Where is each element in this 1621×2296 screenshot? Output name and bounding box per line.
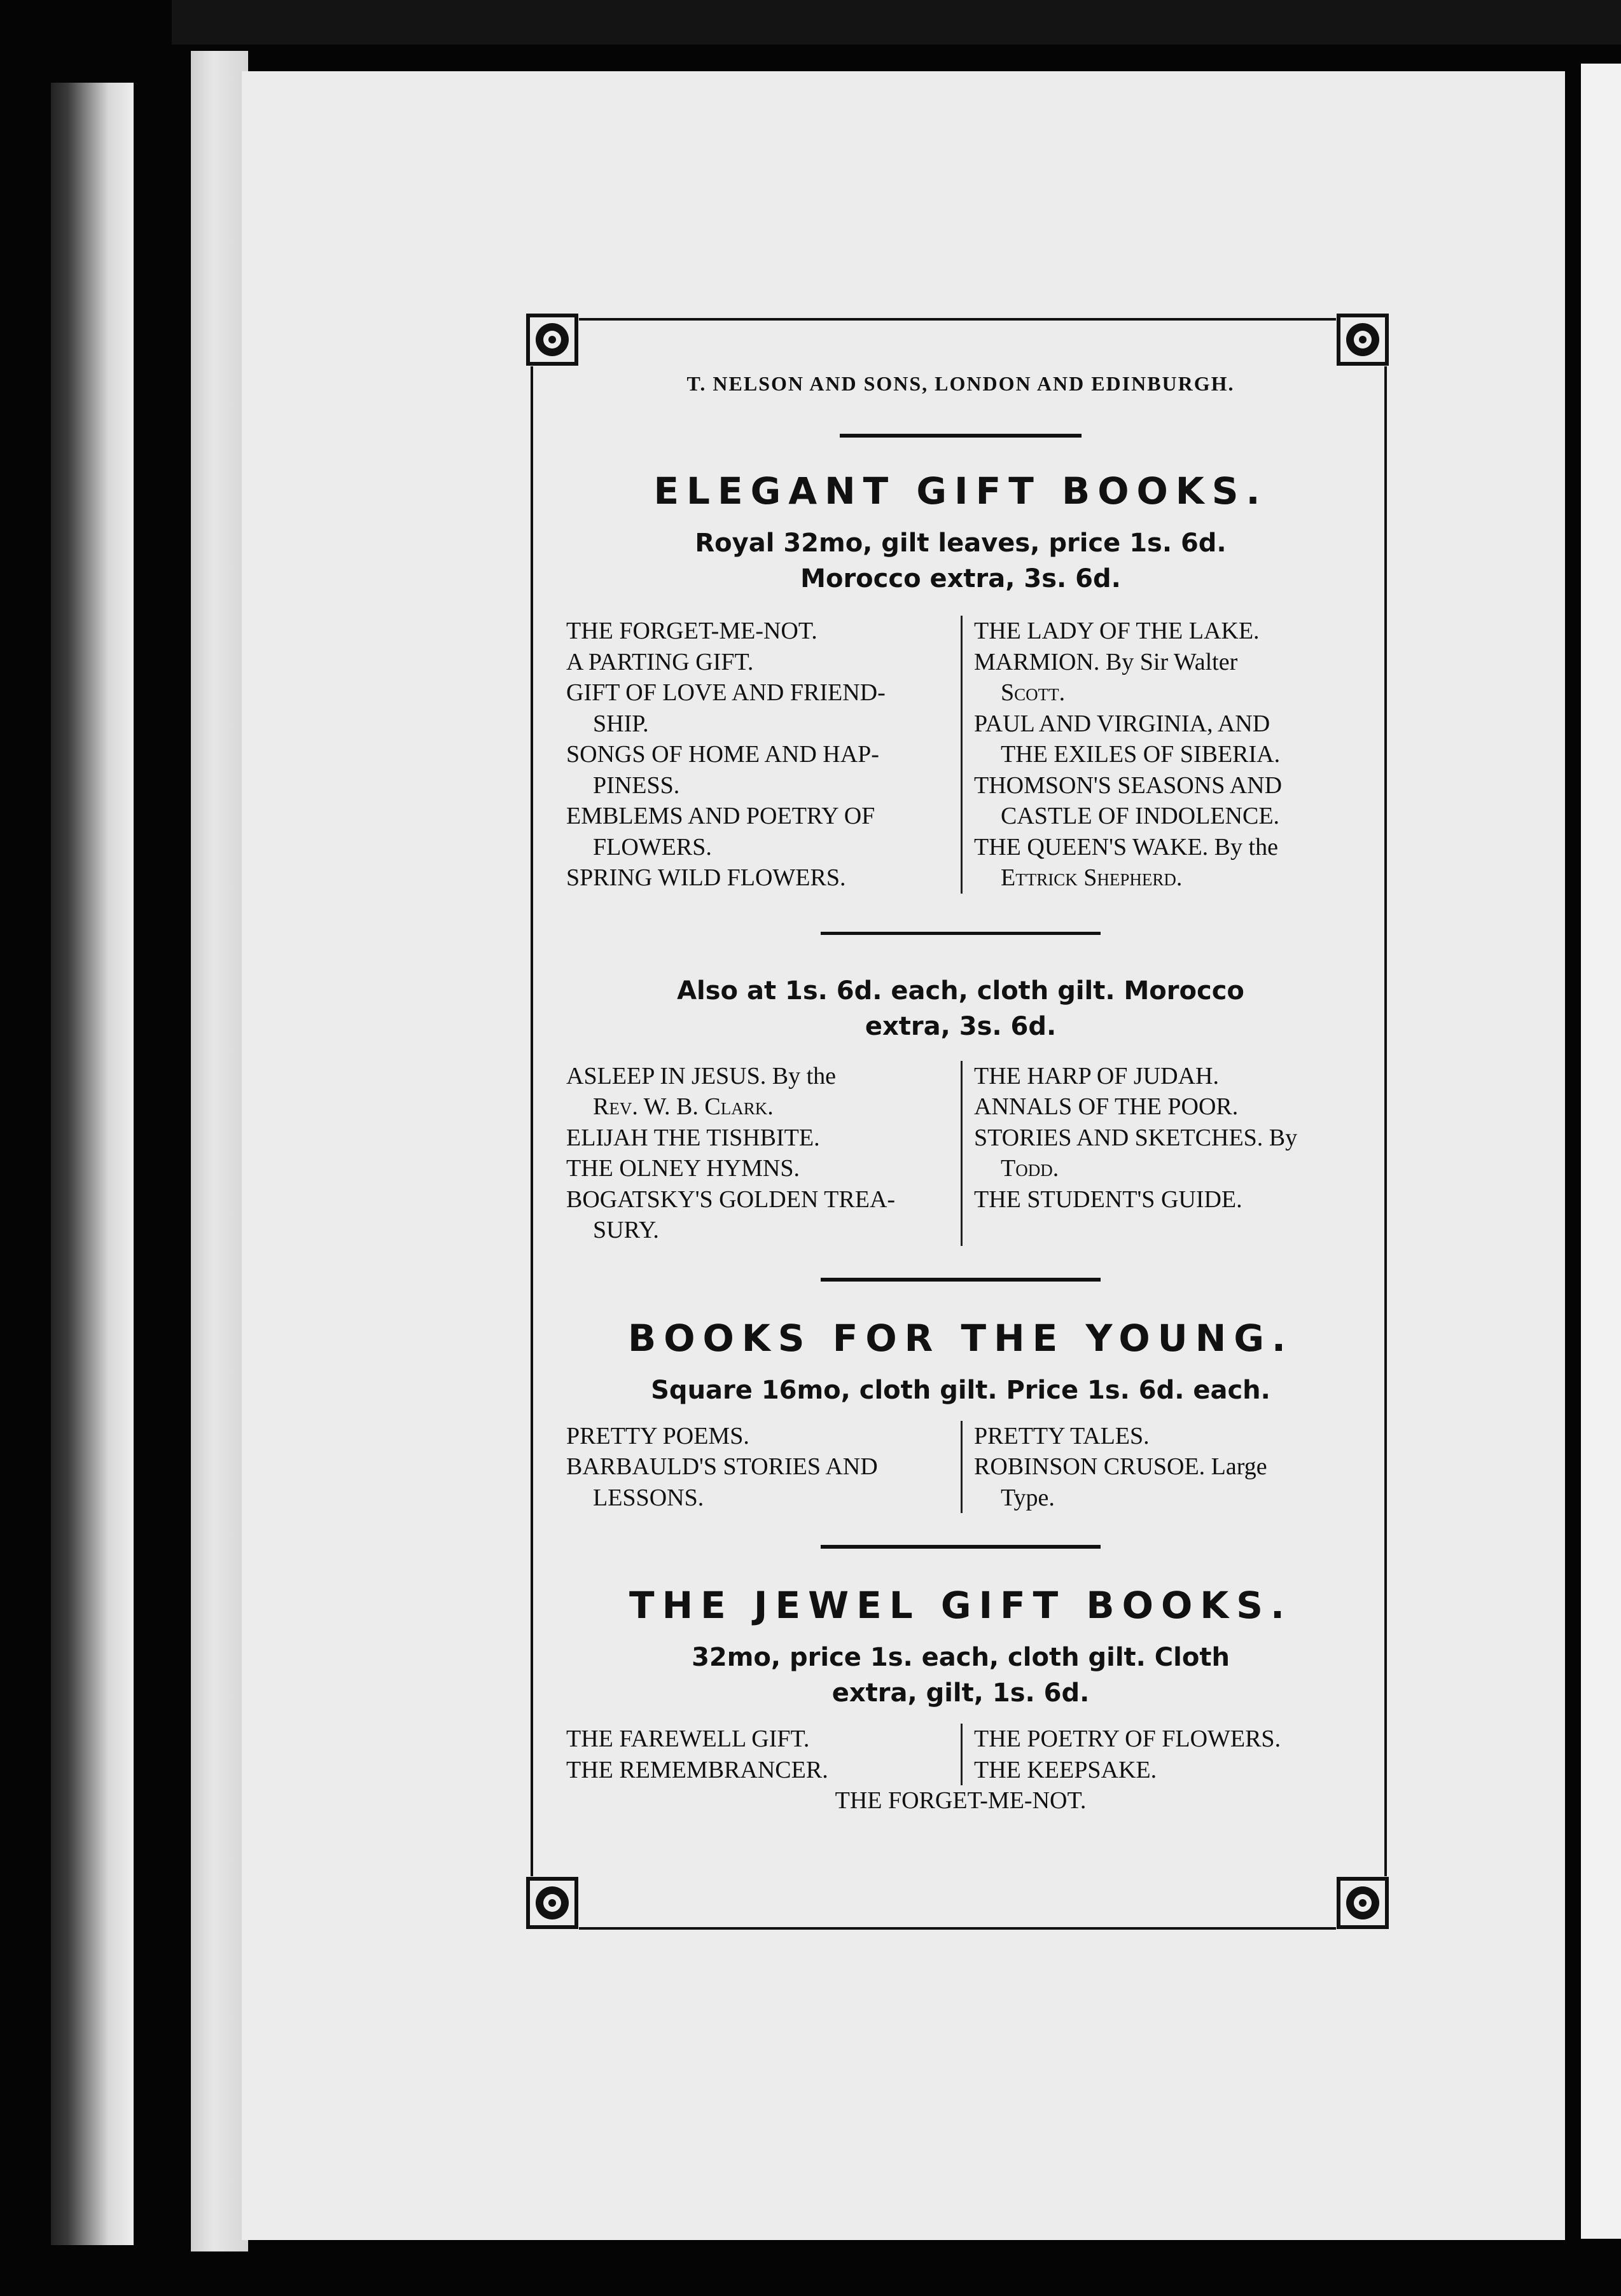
book-list [566, 1061, 1355, 1246]
section-subheading: Morocco extra, 3s. 6d. [800, 564, 1121, 593]
book-title: EMBLEMS AND POETRY OF FLOWERS. [566, 803, 875, 861]
section-heading: ELEGANT GIFT BOOKS. [653, 469, 1268, 513]
book-list-left [566, 1421, 961, 1514]
book-list [566, 616, 1355, 894]
book-title: ROBINSON CRUSOE. Large Type. [974, 1453, 1267, 1511]
book-title: THE FORGET-ME-NOT. [566, 618, 817, 644]
book-title: PAUL AND VIRGINIA, AND THE EXILES OF SIBERIA. [974, 710, 1281, 768]
section-rule [821, 1278, 1101, 1282]
book-title: THE LADY OF THE LAKE. [974, 618, 1260, 644]
section-subheading: extra, gilt, 1s. 6d. [831, 1678, 1090, 1708]
book-title: THE QUEEN'S WAKE. By the Ettrick Shepherd. [974, 833, 1278, 891]
book-title: PRETTY POEMS. [566, 1422, 749, 1449]
book-title: ANNALS OF THE POOR. [974, 1093, 1239, 1120]
section-rule [821, 932, 1101, 935]
book-title: ASLEEP IN JESUS. By the Rev. W. B. Clark. [566, 1062, 837, 1120]
section-heading: THE JEWEL GIFT BOOKS. [629, 1584, 1292, 1627]
book-title: THE FAREWELL GIFT. [566, 1725, 810, 1752]
book-top-edge [172, 0, 1621, 45]
section-subheading: Also at 1s. 6d. each, cloth gilt. Morocco [677, 976, 1244, 1006]
corner-ornament-icon [525, 1876, 579, 1930]
section-subheading: Royal 32mo, gilt leaves, price 1s. 6d. [695, 529, 1227, 558]
corner-ornament-icon [1336, 1876, 1389, 1930]
book-title: A PARTING GIFT. [566, 648, 754, 675]
book-title: THE FORGET-ME-NOT. [835, 1787, 1087, 1814]
section-rule [821, 1545, 1101, 1549]
section-subheading: Square 16mo, cloth gilt. Price 1s. 6d. each. [651, 1375, 1270, 1405]
book-title: THE POETRY OF FLOWERS. [974, 1725, 1281, 1752]
book-list-right [961, 616, 1355, 894]
book-list-left [566, 1724, 961, 1785]
book-title: THE STUDENT'S GUIDE. [974, 1186, 1242, 1213]
publisher-line: T. NELSON AND SONS, LONDON AND EDINBURGH. [686, 372, 1235, 395]
book-title: THOMSON'S SEASONS AND CASTLE OF INDOLENCE. [974, 771, 1283, 829]
book-title: BOGATSKY'S GOLDEN TREA- SURY. [566, 1186, 896, 1243]
page-stack-inner [191, 51, 248, 2251]
book-list [566, 1724, 1355, 1785]
book-title: STORIES AND SKETCHES. By Todd. [974, 1124, 1298, 1182]
book-title: THE HARP OF JUDAH. [974, 1062, 1219, 1089]
section-rule [840, 434, 1082, 438]
book-list [566, 1421, 1355, 1514]
section-heading: BOOKS FOR THE YOUNG. [628, 1316, 1293, 1360]
book-title: ELIJAH THE TISHBITE. [566, 1124, 820, 1151]
book-title: SPRING WILD FLOWERS. [566, 864, 846, 891]
facing-page-edge [1581, 64, 1621, 2239]
book-title: GIFT OF LOVE AND FRIEND- SHIP. [566, 679, 886, 737]
book-list-left [566, 616, 961, 894]
page-stack-edge [51, 83, 134, 2245]
section-subheading: extra, 3s. 6d. [865, 1011, 1057, 1041]
book-title: PRETTY TALES. [974, 1422, 1150, 1449]
book-list-right [961, 1724, 1355, 1785]
book-title: SONGS OF HOME AND HAP- PINESS. [566, 741, 879, 799]
section-subheading: 32mo, price 1s. each, cloth gilt. Cloth [692, 1643, 1230, 1672]
book-title: THE OLNEY HYMNS. [566, 1155, 800, 1182]
book-title: THE REMEMBRANCER. [566, 1756, 828, 1783]
advert-content [566, 356, 1355, 1816]
book-title: MARMION. By Sir Walter Scott. [974, 648, 1238, 706]
book-list-left [566, 1061, 961, 1246]
book-title: BARBAULD'S STORIES AND LESSONS. [566, 1453, 878, 1511]
book-list-right [961, 1421, 1355, 1514]
book-list-right [961, 1061, 1355, 1246]
book-title: THE KEEPSAKE. [974, 1756, 1157, 1783]
